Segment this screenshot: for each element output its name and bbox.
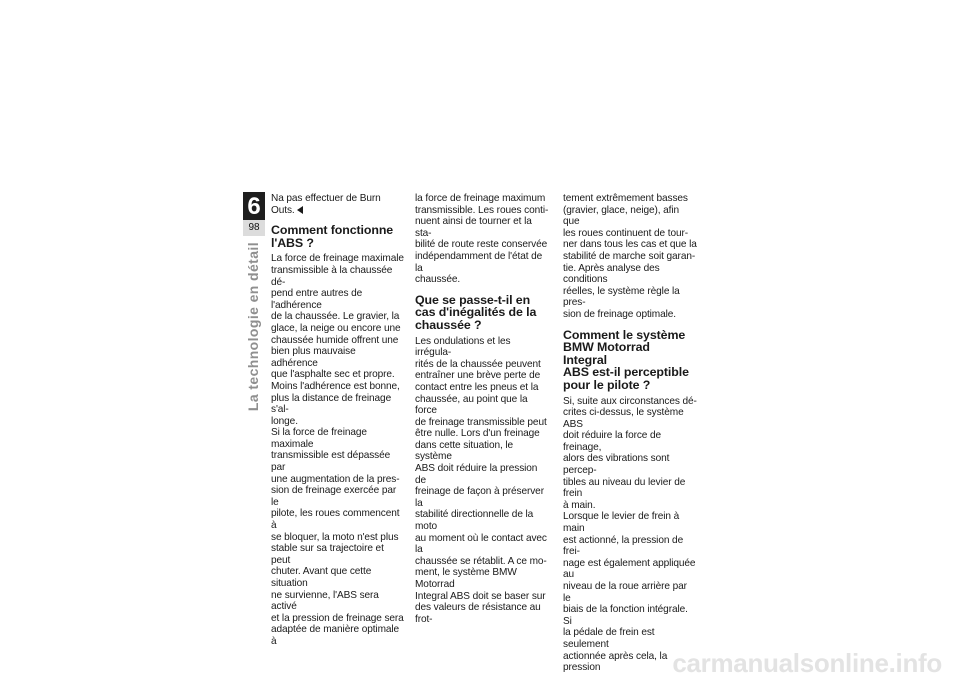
intro-sentence	[271, 193, 405, 216]
paragraph-abs-explanation: La force de freinage maximale transmissible à la chaussée dé- pend entre autres de l'adhérence de la chaussée. Le gravier, la glace, la neige ou encore une chaussée humide offrent une bien plus mauvaise adhérence que l'asphalte sec et propre. Moins l'adhérence est bonne, plus la distance de freinage s'al- longe. Si la force de freinage maximale transmissible est dépassée par une augmentation de la pres- sion de freinage exercée par le pilote, les roues commencent à se bloquer, la moto n'est plus stable sur sa trajectoire et peut chuter. Avant que cette situation ne survienne, l'ABS sera activé et la pression de freinage sera adaptée de manière optimale à	[271, 253, 404, 647]
paragraph-friction: tement extrêmement basses (gravier, glace, neige), afin que les roues continuent de tour- ner dans tous les cas et que la stabilité de marche soit garan- tie. Après analyse des conditions réelles, le système règle la pres- sion de freinage optimale.	[563, 193, 697, 320]
text-column-3	[563, 193, 697, 674]
paragraph-abs-perceptible: Si, suite aux circonstances dé- crites ci-dessus, le système ABS doit réduire la force de freinage, alors des vibrations sont percep- tibles au niveau du levier de frein à main. Lorsque le levier de frein à main est actionné, la pression de frei- nage est également appliquée au niveau de la roue arrière par le biais de la fonction intégrale. Si la pédale de frein est seulement actionnée après cela, la pression	[563, 395, 697, 674]
chapter-side-title: La technologie en détail	[245, 242, 261, 412]
page-number: 98	[243, 220, 265, 236]
chapter-tab	[243, 192, 265, 236]
text-column-1	[271, 193, 405, 648]
watermark: carmanualsonline.info	[672, 648, 942, 678]
heading-how-abs-works: Comment fonctionne l'ABS ?	[271, 223, 394, 250]
end-mark-icon	[297, 206, 303, 214]
text-column-2	[415, 193, 549, 625]
paragraph-abs-continued: la force de freinage maximum transmissible. Les roues conti- nuent ainsi de tourner et la sta- bilité de route reste conservée indépendamment de l'état de la chaussée.	[415, 193, 549, 286]
chapter-number: 6	[247, 193, 261, 220]
intro-text: Na pas effectuer de Burn Outs.	[271, 193, 381, 216]
heading-road-irregularities: Que se passe-t-il en cas d'inégalités de la chaussée ?	[415, 292, 537, 332]
heading-abs-perceptible: Comment le système BMW Motorrad Integral ABS est-il perceptible pour le pilote ?	[563, 327, 689, 392]
paragraph-road-irregularities: Les ondulations et les irrégula- rités de la chaussée peuvent entraîner une brève perte de contact entre les pneus et la chaussée, au point que la force de freinage transmissible peut être nulle. Lors d'un freinage dans cette situation, le système ABS doit réduire la pression de freinage de façon à préserver la stabilité directionnelle de la moto au moment où le contact avec la chaussée se rétablit. A ce mo- ment, le système BMW Motorrad Integral ABS doit se baser sur des valeurs de résistance au frot-	[415, 335, 547, 625]
